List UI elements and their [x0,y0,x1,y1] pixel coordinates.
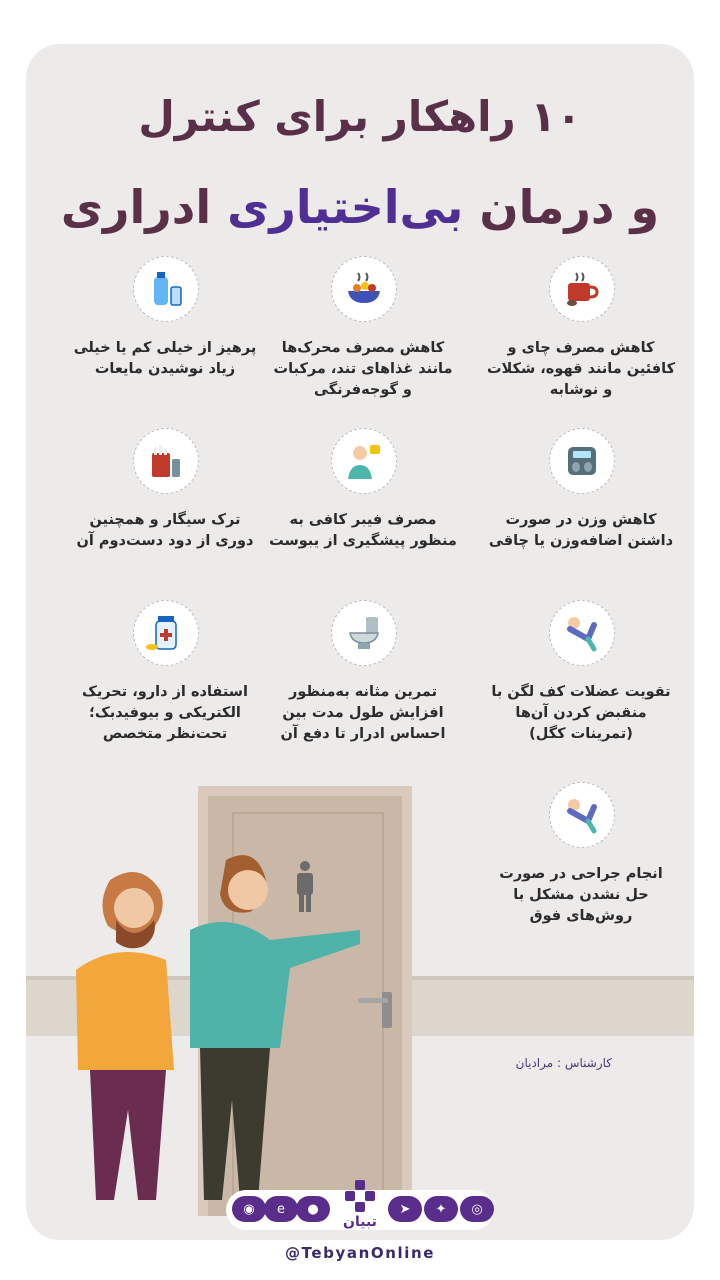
scale-icon [549,428,615,494]
tip-9 [70,600,260,770]
tip-7-text: تقویت عضلات کف لگن با منقبض کردن آن‌ها (تمرینات کگل) [491,684,671,742]
telegram-icon[interactable]: ➤ [388,1196,422,1222]
water-bottle-icon [133,256,199,322]
door-handle-icon [356,988,396,1032]
tip-6-text: ترک سیگار و همچنین دوری از دود دست‌دوم آن [76,512,254,549]
title-line-2 [0,180,720,234]
tip-7 [486,600,676,770]
tip-2-text: کاهش مصرف محرک‌ها مانند غذاهای تند، مرکبات و گوجه‌فرنگی [273,340,453,398]
eitaa-icon[interactable]: e [264,1196,298,1222]
coffee-icon [549,256,615,322]
social-handle[interactable]: @TebyanOnline [284,1244,436,1262]
tip-3 [70,256,260,426]
exercise-icon [549,600,615,666]
title-part-b: ادراری [60,180,228,234]
tebyan-logo-icon [342,1178,378,1214]
brand-name: تبیان [343,1214,377,1230]
soroush-icon[interactable]: ◉ [232,1196,266,1222]
tip-6 [70,428,260,598]
cigarette-icon [133,428,199,494]
aparat-icon[interactable]: ● [296,1196,330,1222]
twitter-icon[interactable]: ✦ [424,1196,458,1222]
tip-5-text: مصرف فیبر کافی به منظور پیشگیری از یبوست [269,512,457,549]
tip-2 [268,256,458,426]
toilet-icon [331,600,397,666]
tip-4 [486,428,676,598]
exercise-icon [549,782,615,848]
fiber-person-icon [331,428,397,494]
tip-10 [486,782,676,952]
title-line-1: ۱۰ راهکار برای کنترل [138,92,582,141]
tip-1 [486,256,676,426]
tip-4-text: کاهش وزن در صورت داشتن اضافه‌وزن یا چاقی [488,512,674,549]
instagram-icon[interactable]: ◎ [460,1196,494,1222]
tip-1-text: کاهش مصرف چای و کافئین مانند قهوه، شکلات و نوشابه [486,340,676,398]
tip-8 [268,600,458,770]
title-part-a: و درمان [463,180,660,234]
tip-9-text: استفاده از دارو، تحریک الکتریکی و بیوفیدبک؛ تحت‌نظر متخصص [82,684,248,742]
tip-5 [268,428,458,598]
tip-10-text: انجام جراحی در صورت حل نشدن مشکل با روش‌های فوق [499,866,663,924]
title-highlight: بی‌اختیاری [227,180,464,234]
tip-8-text: تمرین مثانه به‌منظور افزایش طول مدت بین احساس ادرار تا دفع آن [280,684,446,742]
spicy-food-icon [331,256,397,322]
people-illustration [40,840,360,1210]
expert-credit: کارشناس : مرادیان [515,1056,612,1070]
medicine-icon [133,600,199,666]
tip-3-text: پرهیز از خیلی کم یا خیلی زیاد نوشیدن مایعات [73,340,257,377]
